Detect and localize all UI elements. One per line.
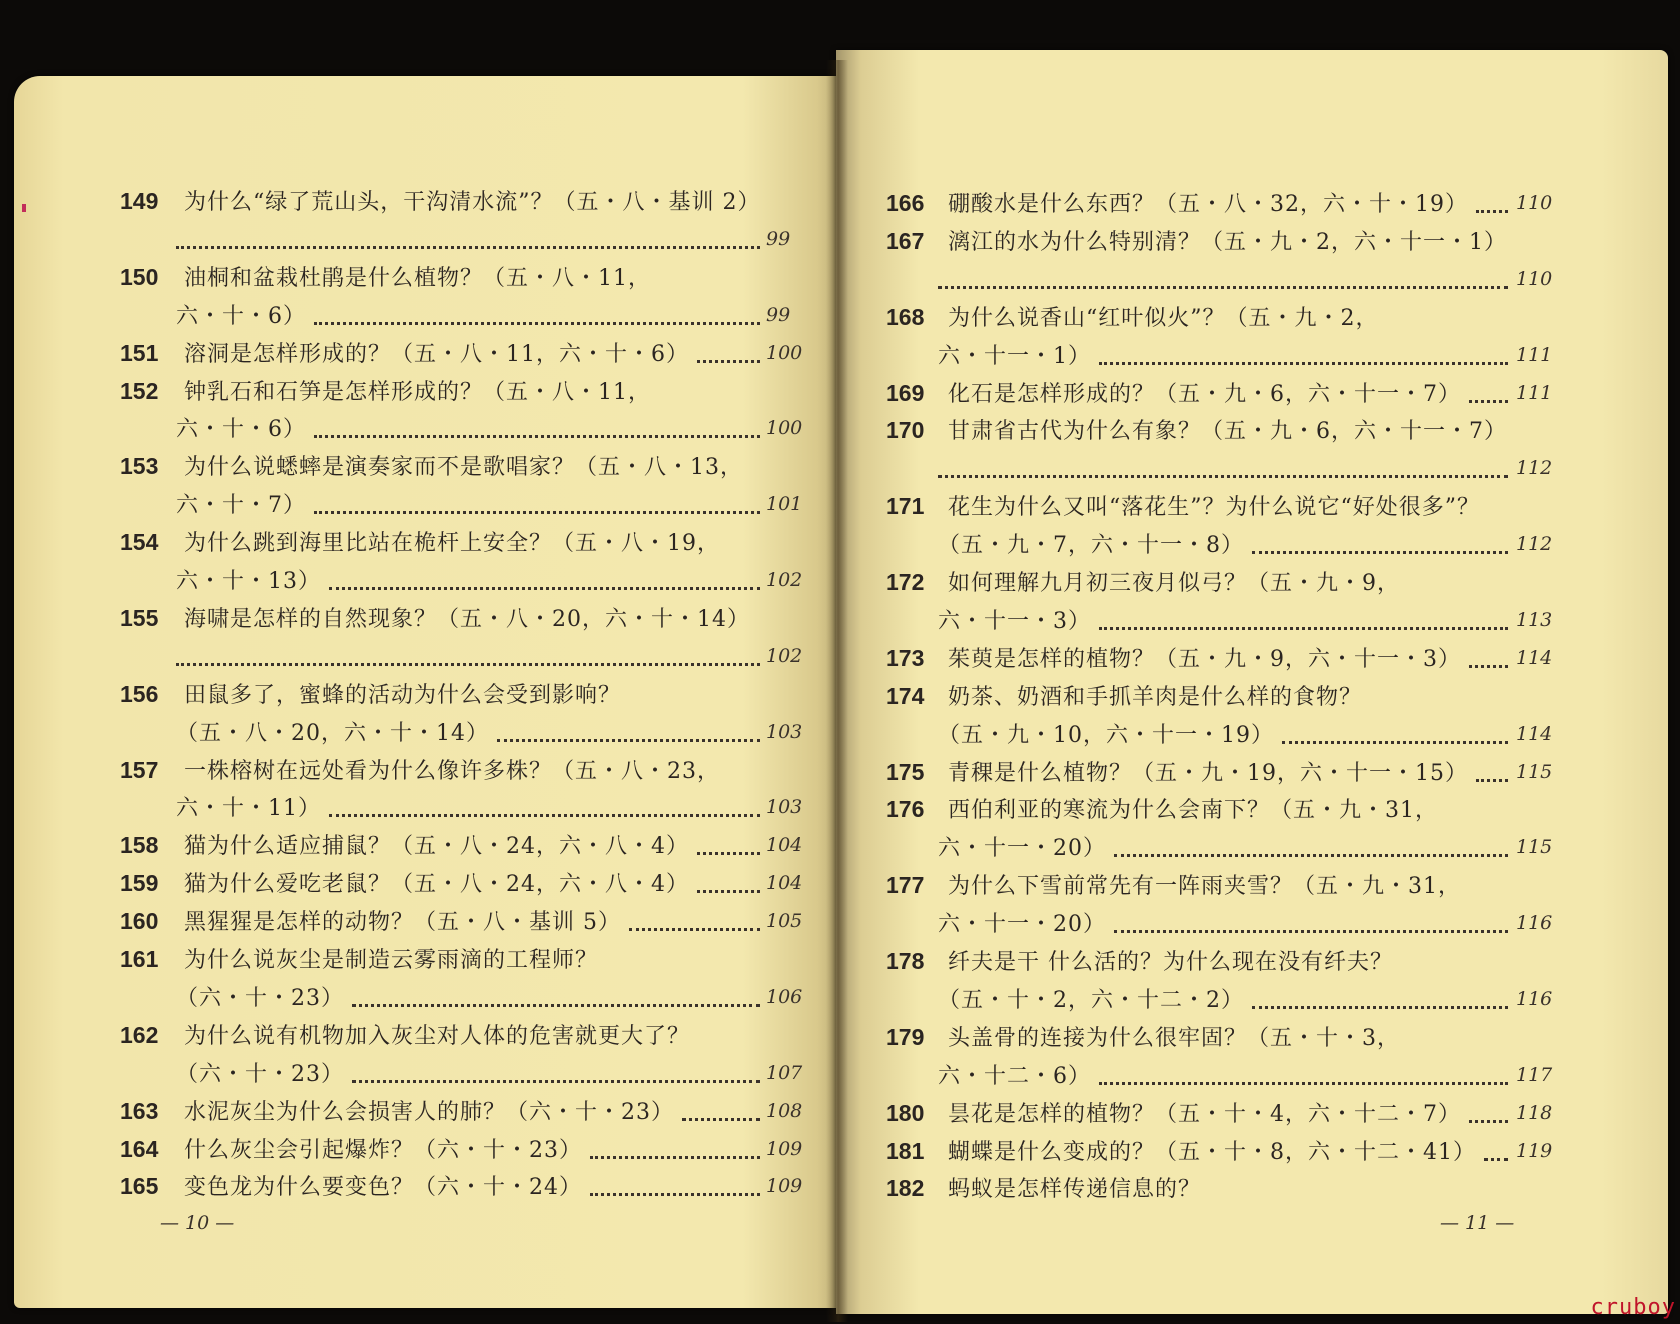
entry-title: 猫为什么爱吃老鼠？（五・八・24，六・八・4） [184, 872, 689, 898]
leader-dots [1469, 665, 1508, 668]
page-number: 103 [766, 796, 803, 819]
leader-dots [629, 928, 760, 931]
page-number: 109 [766, 1137, 803, 1160]
page-number: 105 [766, 910, 803, 933]
entry-title: 田鼠多了，蜜蜂的活动为什么会受到影响？ [184, 682, 622, 708]
entry-continuation: 六・十一・1） [938, 343, 1091, 369]
entry-title: 茱萸是怎样的植物？（五・九・9，六・十一・3） [948, 646, 1461, 672]
page-number: 116 [1516, 987, 1553, 1010]
entry-title: 奶茶、奶酒和手抓羊肉是什么样的食物？ [948, 684, 1363, 710]
page-number: 106 [766, 985, 803, 1008]
leader-dots [352, 1080, 760, 1083]
entry-number: 153 [120, 453, 159, 480]
book-spine [826, 60, 848, 1322]
leader-dots [938, 286, 1508, 289]
entry-continuation: 六・十二・6） [938, 1063, 1091, 1089]
entry-title: 为什么跳到海里比站在桅杆上安全？（五・八・19， [184, 531, 720, 557]
leader-dots [1099, 627, 1508, 630]
page-number: 114 [1516, 722, 1553, 745]
entry-number: 177 [886, 872, 925, 899]
entry-number: 173 [886, 644, 925, 671]
entry-number: 162 [120, 1021, 159, 1048]
page-number: 101 [766, 493, 803, 516]
entry-title: 蝴蝶是什么变成的？（五・十・8，六・十二・41） [948, 1139, 1476, 1165]
entry-number: 164 [120, 1135, 159, 1162]
entry-number: 167 [886, 227, 925, 254]
entry-title: 头盖骨的连接为什么很牢固？（五・十・3， [948, 1025, 1400, 1051]
page-number: 110 [1516, 267, 1553, 290]
page-number: 114 [1516, 646, 1553, 669]
entry-number: 160 [120, 908, 159, 935]
entry-continuation: 六・十・7） [176, 493, 306, 519]
entry-continuation: （五・八・20，六・十・14） [176, 720, 489, 746]
page-number: 112 [1516, 533, 1553, 556]
entry-title: 为什么“绿了荒山头，干沟清水流”？（五・八・基训 2） [184, 190, 761, 215]
entry-title: 海啸是怎样的自然现象？（五・八・20，六・十・14） [184, 606, 750, 632]
entry-continuation: 六・十一・3） [938, 608, 1091, 634]
entry-number: 150 [120, 263, 159, 290]
leader-dots [590, 1193, 760, 1196]
page-number: 116 [1516, 912, 1553, 935]
entry-title: 一株榕树在远处看为什么像许多株？（五・八・23， [184, 758, 720, 784]
leader-dots [1114, 854, 1508, 857]
entry-number: 151 [120, 339, 159, 366]
page-number: 107 [766, 1061, 803, 1084]
leader-dots [352, 1004, 760, 1007]
leader-dots [697, 360, 760, 363]
leader-dots [314, 322, 760, 325]
entry-number: 156 [120, 680, 159, 707]
page-number: 109 [766, 1175, 803, 1198]
page-number: 119 [1516, 1139, 1553, 1162]
page-number: 111 [1516, 343, 1553, 366]
leader-dots [1469, 400, 1508, 403]
leader-dots [1114, 930, 1508, 933]
entry-number: 159 [120, 870, 159, 897]
page-number: 110 [1516, 192, 1553, 214]
entry-continuation: （六・十・23） [176, 985, 344, 1011]
entry-number: 157 [120, 756, 159, 783]
leader-dots [1099, 1082, 1508, 1085]
leader-dots [1252, 551, 1508, 554]
entry-continuation: 六・十一・20） [938, 836, 1106, 862]
page-number: 118 [1516, 1101, 1553, 1124]
leader-dots [329, 587, 760, 590]
entry-number: 174 [886, 682, 925, 709]
entry-continuation: （五・九・7，六・十一・8） [938, 533, 1244, 559]
leader-dots [176, 246, 760, 249]
leader-dots [1476, 779, 1508, 782]
watermark: cruboy [1590, 1295, 1676, 1320]
page-number: 115 [1516, 760, 1553, 783]
entry-title: 化石是怎样形成的？（五・九・6，六・十一・7） [948, 381, 1461, 407]
leader-dots [314, 435, 760, 438]
page-number: 104 [766, 834, 803, 857]
entry-number: 161 [120, 946, 159, 972]
entry-title: 为什么说蟋蟀是演奏家而不是歌唱家？（五・八・13， [184, 455, 743, 481]
leader-dots [1476, 210, 1508, 213]
entry-title: 油桐和盆栽杜鹃是什么植物？（五・八・11， [184, 265, 651, 291]
entry-number: 155 [120, 604, 159, 631]
entry-continuation: （五・十・2，六・十二・2） [938, 987, 1244, 1013]
page-number: 112 [1516, 457, 1553, 480]
entry-number: 158 [120, 832, 159, 859]
entry-title: 为什么说灰尘是制造云雾雨滴的工程师？ [184, 948, 599, 973]
entry-number: 163 [120, 1097, 159, 1124]
entry-title: 昙花是怎样的植物？（五・十・4，六・十二・7） [948, 1101, 1461, 1127]
entry-number: 152 [120, 377, 159, 404]
leader-dots [590, 1156, 760, 1159]
entry-title: 水泥灰尘为什么会损害人的肺？（六・十・23） [184, 1099, 674, 1125]
entry-continuation: 六・十一・20） [938, 912, 1106, 938]
entry-number: 154 [120, 529, 159, 556]
entry-number: 182 [886, 1175, 925, 1202]
entry-title: 变色龙为什么要变色？（六・十・24） [184, 1175, 582, 1201]
entry-number: 172 [886, 569, 925, 595]
leader-dots [497, 739, 760, 742]
entry-number: 179 [886, 1023, 925, 1050]
page-number: 102 [766, 644, 803, 667]
entry-title: 钟乳石和石笋是怎样形成的？（五・八・11， [184, 379, 651, 405]
entry-number: 149 [120, 188, 159, 214]
page-number: 103 [766, 720, 803, 743]
entry-title: 青稞是什么植物？（五・九・19，六・十一・15） [948, 760, 1468, 786]
leader-dots [1469, 1120, 1508, 1123]
page-number: 100 [766, 417, 803, 440]
entry-continuation: 六・十・13） [176, 569, 321, 594]
page-number: 99 [766, 303, 791, 326]
entry-number: 165 [120, 1173, 159, 1200]
entry-number: 171 [886, 493, 925, 520]
leader-dots [1252, 1006, 1508, 1009]
entry-title: 硼酸水是什么东西？（五・八・32，六・十・19） [948, 192, 1468, 217]
entry-title: 黑猩猩是怎样的动物？（五・八・基训 5） [184, 910, 621, 936]
leader-dots [1099, 362, 1508, 365]
entry-number: 168 [886, 303, 925, 330]
leader-dots [938, 475, 1508, 478]
entry-title: 为什么下雪前常先有一阵雨夹雪？（五・九・31， [948, 874, 1461, 900]
leader-dots [1282, 741, 1508, 744]
entry-number: 166 [886, 190, 925, 216]
entry-continuation: （六・十・23） [176, 1061, 344, 1087]
entry-title: 西伯利亚的寒流为什么会南下？（五・九・31， [948, 798, 1438, 824]
entry-number: 169 [886, 379, 925, 406]
entry-title: 如何理解九月初三夜月似弓？（五・九・9， [948, 571, 1400, 596]
pink-margin-mark [22, 204, 26, 212]
entry-title: 漓江的水为什么特别清？（五・九・2，六・十一・1） [948, 229, 1507, 255]
entry-number: 175 [886, 758, 925, 785]
entry-title: 甘肃省古代为什么有象？（五・九・6，六・十一・7） [948, 419, 1507, 445]
leader-dots [314, 511, 760, 514]
entry-continuation: 六・十・6） [176, 417, 306, 443]
leader-dots [176, 663, 760, 666]
page-number: 108 [766, 1099, 803, 1122]
page-number: 115 [1516, 836, 1553, 859]
entry-continuation: 六・十・11） [176, 796, 321, 822]
leader-dots [697, 890, 760, 893]
right-folio: — 11 — [1440, 1212, 1515, 1234]
entry-title: 蚂蚁是怎样传递信息的？ [948, 1177, 1202, 1203]
entry-title: 溶洞是怎样形成的？（五・八・11，六・十・6） [184, 341, 689, 367]
entry-number: 181 [886, 1137, 925, 1164]
entry-number: 180 [886, 1099, 925, 1126]
entry-title: 猫为什么适应捕鼠？（五・八・24，六・八・4） [184, 834, 689, 860]
page-number: 113 [1516, 608, 1553, 631]
page-number: 99 [766, 227, 791, 250]
entry-title: 什么灰尘会引起爆炸？（六・十・23） [184, 1137, 582, 1163]
leader-dots [697, 852, 760, 855]
left-folio: — 10 — [160, 1212, 235, 1234]
page-number: 117 [1516, 1063, 1553, 1086]
entry-title: 为什么说香山“红叶似火”？（五・九・2， [948, 305, 1379, 331]
entry-title: 为什么说有机物加入灰尘对人体的危害就更大了？ [184, 1023, 691, 1049]
entry-number: 178 [886, 948, 925, 974]
page-number: 104 [766, 872, 803, 895]
entry-continuation: 六・十・6） [176, 303, 306, 329]
leader-dots [1484, 1158, 1508, 1161]
entry-title: 纤夫是干 什么活的？为什么现在没有纤夫？ [948, 950, 1393, 975]
leader-dots [329, 814, 760, 817]
leader-dots [682, 1118, 760, 1121]
page-number: 102 [766, 569, 803, 591]
entry-number: 176 [886, 796, 925, 823]
page-number: 111 [1516, 381, 1553, 404]
entry-continuation: （五・九・10，六・十一・19） [938, 722, 1274, 748]
page-number: 100 [766, 341, 803, 364]
entry-title: 花生为什么又叫“落花生”？为什么说它“好处很多”？ [948, 495, 1480, 521]
entry-number: 170 [886, 417, 925, 444]
